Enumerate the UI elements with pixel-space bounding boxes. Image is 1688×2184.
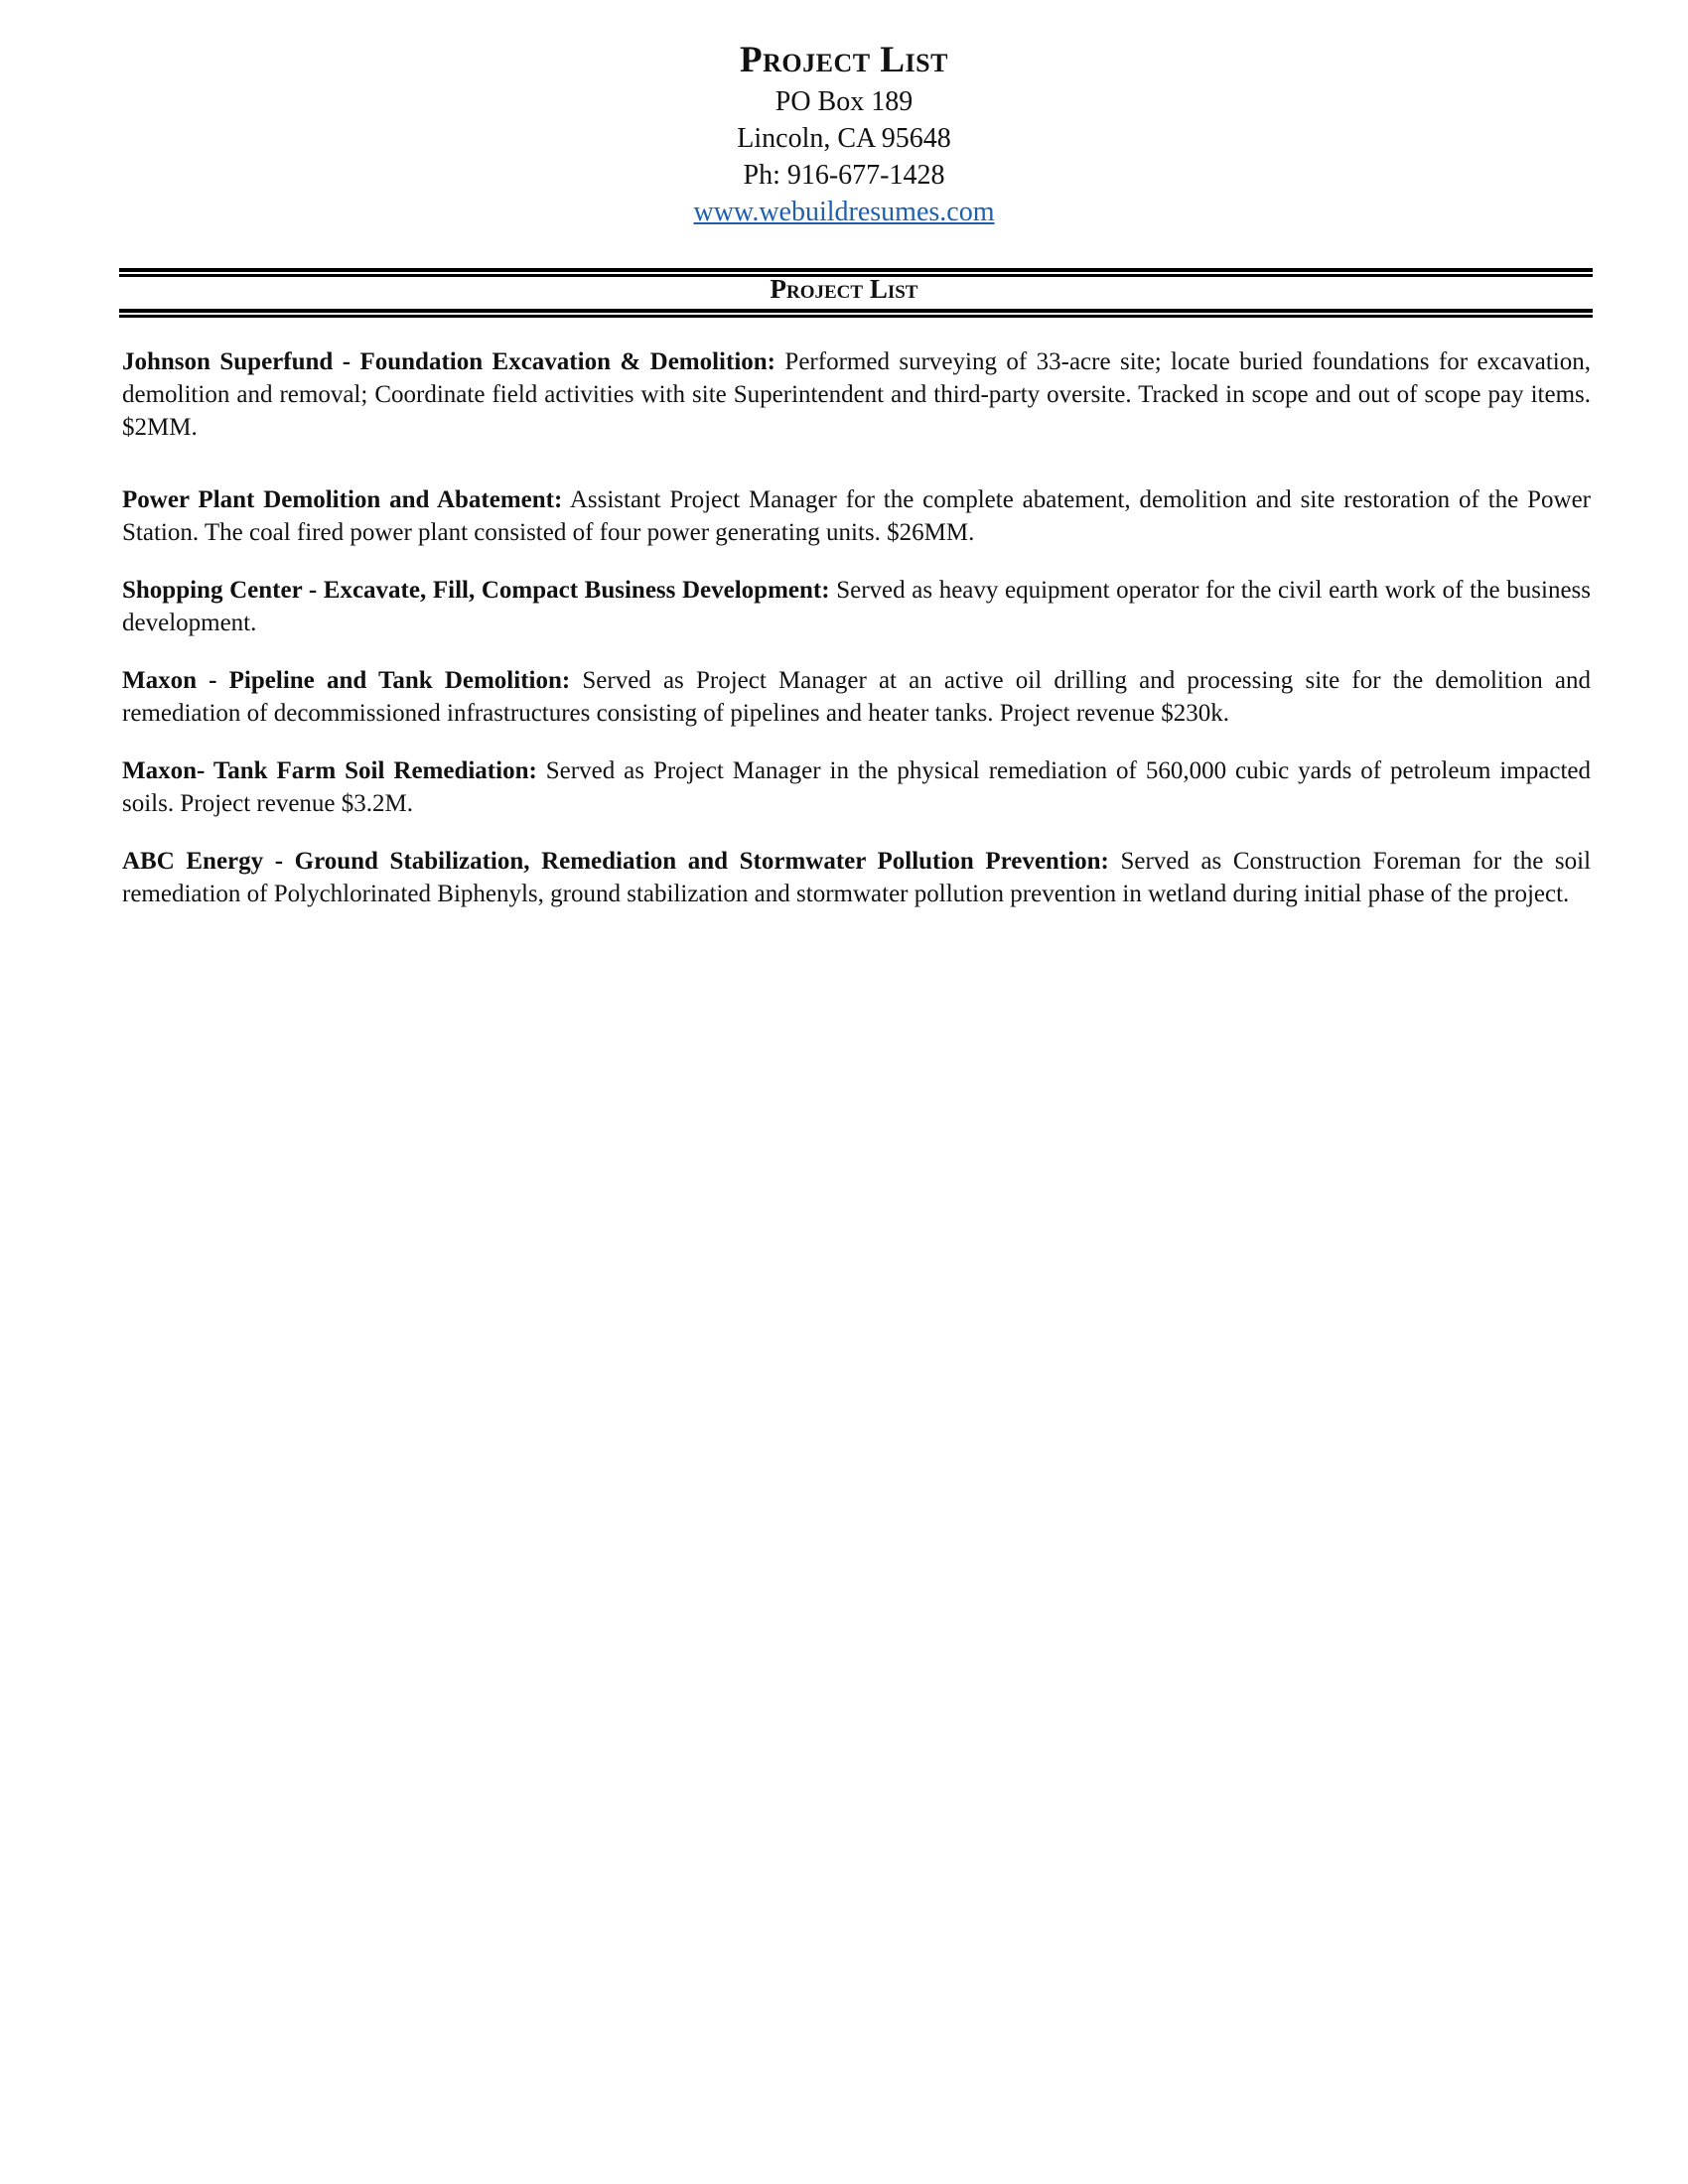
project-title: Shopping Center - Excavate, Fill, Compact Business Development: xyxy=(122,577,830,604)
project-description: Performed surveying of 33-acre site; locate buried foundations for excavation, demolition and removal; Coordinate field activities with site Superintendent and third-party oversite. Tracked in scope and out of scope pay items. $2MM. xyxy=(122,348,1591,441)
project-description: Served as Project Manager in the physical remediation of 560,000 cubic yards of petroleum impacted soils. Project revenue $3.2M. xyxy=(122,757,1591,817)
project-entry xyxy=(122,574,1591,639)
project-entry xyxy=(122,845,1591,910)
project-title: Maxon- Tank Farm Soil Remediation: xyxy=(122,757,537,784)
project-title: Maxon - Pipeline and Tank Demolition: xyxy=(122,667,571,694)
project-entry xyxy=(122,664,1591,730)
document-header xyxy=(0,38,1688,230)
address-po-box: PO Box 189 xyxy=(774,86,914,117)
project-entry xyxy=(122,483,1591,549)
document-title: Project List xyxy=(740,40,948,80)
project-title: ABC Energy - Ground Stabilization, Remediation and Stormwater Pollution Prevention: xyxy=(122,848,1109,875)
website-link[interactable]: www.webuildresumes.com xyxy=(693,197,995,227)
address-city-state: Lincoln, CA 95648 xyxy=(737,123,951,154)
project-title: Johnson Superfund - Foundation Excavation & Demolition: xyxy=(122,348,776,375)
bottom-double-rule xyxy=(119,309,1593,318)
phone-number: Ph: 916-677-1428 xyxy=(743,160,945,191)
project-description: Served as Project Manager at an active oil drilling and processing site for the demolition and remediation of decommissioned infrastructures consisting of pipelines and heater tanks. Project revenue $230k. xyxy=(122,667,1591,727)
project-description: Served as heavy equipment operator for the civil earth work of the business development. xyxy=(122,577,1592,636)
project-title: Power Plant Demolition and Abatement: xyxy=(122,486,563,513)
project-list xyxy=(122,345,1591,935)
project-description: Served as Construction Foreman for the soil remediation of Polychlorinated Biphenyls, ground stabilization and stormwater pollution prevention in wetland during initial phase of the project. xyxy=(122,848,1592,907)
project-description: Assistant Project Manager for the complete abatement, demolition and site restoration of the Power Station. The coal fired power plant consisted of four power generating units. $26MM. xyxy=(122,486,1592,546)
project-entry xyxy=(122,345,1591,444)
section-heading: Project List xyxy=(770,274,918,304)
project-entry xyxy=(122,754,1591,820)
